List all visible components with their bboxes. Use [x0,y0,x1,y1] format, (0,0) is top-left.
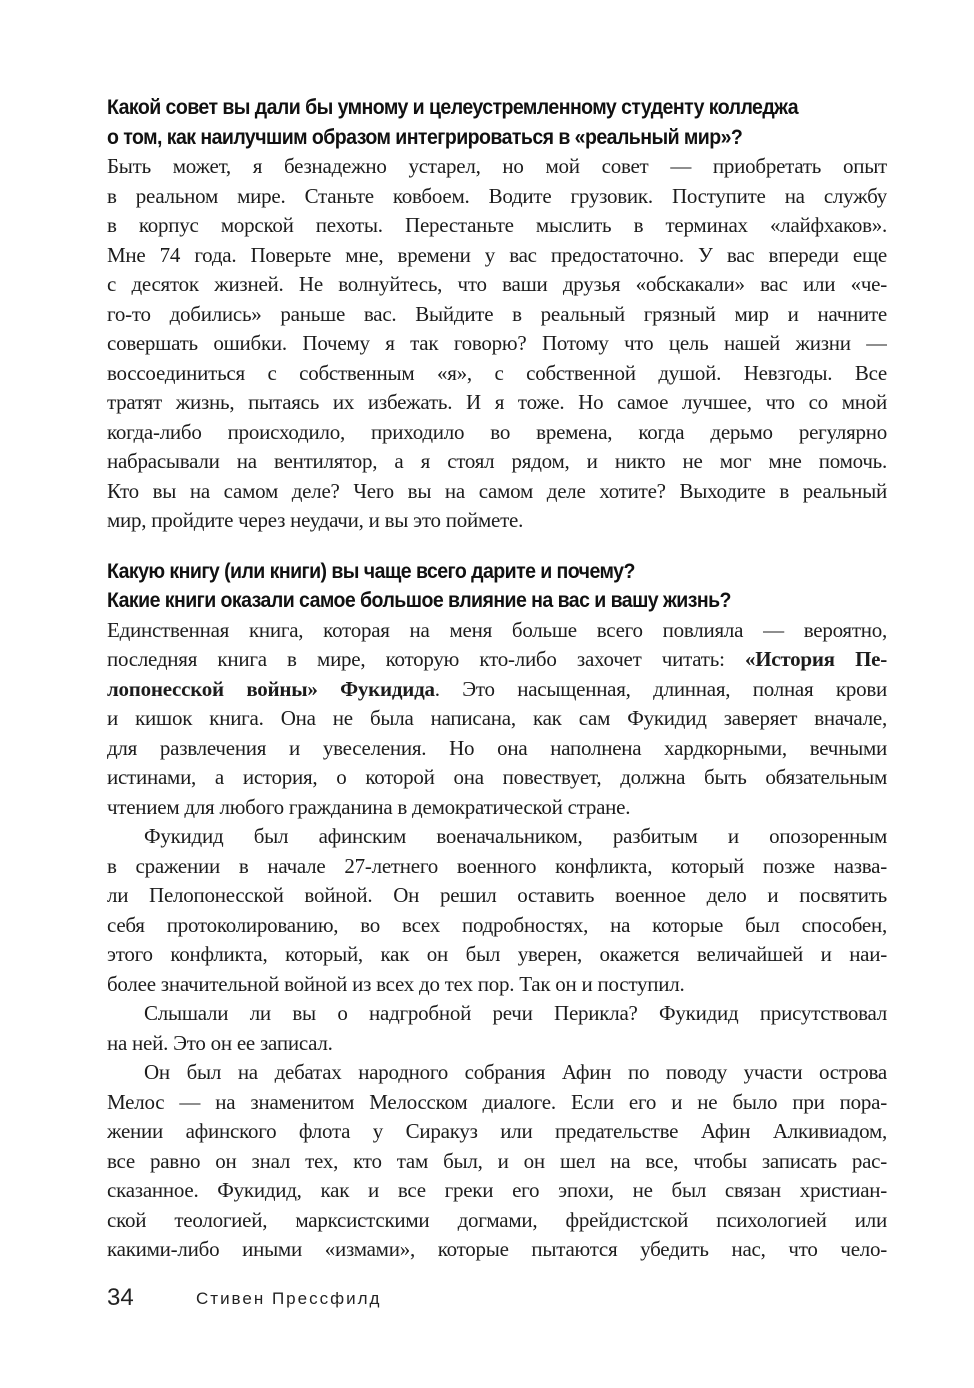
text-line: для развлечения и увеселения. Но она наполнена хардкорными, вечными [107,735,887,760]
page-footer [107,1283,607,1313]
question-heading-line: Какой совет вы дали бы умному и целеустремленному студенту колледжа [107,96,799,119]
text-line: истинами, а история, о которой она повествует, должна быть обязательным [107,765,887,789]
text-line: Кто вы на самом деле? Чего вы на самом деле хотите? Выходите в реальный [107,478,887,503]
answer-paragraph [107,1058,887,1265]
book-title-bold: «История Пе- [744,647,887,671]
text-run: последняя книга в мире, которую кто-либо захочет читать: [107,647,745,671]
text-line-with-book-title [107,675,887,705]
question-heading-line: о том, как наилучшим образом интегрироваться в «реальный мир»? [107,125,743,149]
text-line: когда-либо происходило, приходило во времена, когда дерьмо регулярно [107,419,887,444]
text-line: какими-либо иными «измами», которые пытаются убедить нас, что чело- [107,1237,887,1261]
answer-paragraph [107,616,887,823]
book-page-body [107,93,887,1265]
answer-paragraph [107,822,887,999]
text-line: себя протоколированию, во всех подробностях, на которые был способен, [107,912,887,937]
text-line: Мелос — на знаменитом Мелосском диалоге. Если его и не было при пора- [107,1089,887,1114]
text-line: ской теологией, марксистскими догмами, фрейдистской психологией или [107,1207,887,1232]
question-heading-line: Какую книгу (или книги) вы чаще всего дарите и почему? [107,559,635,583]
book-title-bold: лопонесской войны» Фукидида [107,676,435,701]
qa-section-books [107,557,887,1265]
text-line: в сражении в начале 27-летнего военного конфликта, который позже назва- [107,853,887,878]
text-line: все равно он знал тех, кто там был, и он шел на все, чтобы записать рас- [107,1148,887,1173]
text-line: Фукидид был афинским военачальником, разбитым и опозоренным [144,824,887,848]
text-line: мир, пройдите через неудачи, и вы это поймете. [107,508,524,532]
text-line: набрасывали на вентилятор, а я стоял рядом, и никто не мог мне помочь. [107,449,887,473]
text-line: этого конфликта, который, как он был уверен, окажется величайшей и наи- [107,942,887,966]
text-line: и кишок книга. Она не была написана, как сам Фукидид заверяет вначале, [107,706,887,730]
text-line: го-то добились» раньше вас. Выйдите в реальный грязный мир и начните [107,301,887,326]
question-heading-line: Какие книги оказали самое большое влияние на вас и вашу жизнь? [107,589,731,612]
answer-paragraph [107,999,887,1058]
text-line: более значительной войной из всех до тех пор. Так он и поступил. [107,971,685,996]
text-line: Он был на дебатах народного собрания Афин по поводу участи острова [144,1060,887,1084]
text-line: чтением для любого гражданина в демократической стране. [107,794,631,819]
text-line: сказанное. Фукидид, как и все греки его эпохи, не был связан христиан- [107,1178,887,1202]
text-line: в реальном мире. Станьте ковбоем. Водите грузовик. Поступите на службу [107,183,887,208]
running-footer-author: Стивен Прессфилд [196,1289,382,1308]
text-line: Единственная книга, которая на меня больше всего повлияла — вероятно, [107,617,887,642]
text-line-with-book-title [107,645,887,675]
qa-section-career-advice [107,93,887,536]
text-line: Мне 74 года. Поверьте мне, времени у вас предостаточно. У вас впереди еще [107,242,887,267]
text-run: . Это насыщенная, длинная, полная крови [434,676,887,701]
text-line: с десяток жизней. Не волнуйтесь, что ваши друзья «обскакали» вас или «че- [107,272,887,296]
text-line: воссоединиться с собственным «я», с собственной душой. Невзгоды. Все [107,360,887,385]
text-line: ли Пелопонесской войной. Он решил оставить военное дело и посвятить [107,883,887,907]
text-line: Слышали ли вы о надгробной речи Перикла? Фукидид присутствовал [144,1001,887,1025]
text-line: тратят жизнь, пытаясь их избежать. И я тоже. Но самое лучшее, что со мной [107,390,887,414]
page-number: 34 [107,1284,134,1311]
text-line: жении афинского флота у Сиракуз или предательстве Афин Алкивиадом, [107,1119,887,1143]
text-line: на ней. Это он ее записал. [107,1030,333,1055]
text-line: Быть может, я безнадежно устарел, но мой совет — приобретать опыт [107,154,887,178]
text-line: в корпус морской пехоты. Перестаньте мыслить в терминах «лайфхаков». [107,213,887,237]
answer-paragraph [107,152,887,536]
text-line: совершать ошибки. Почему я так говорю? Потому что цель нашей жизни — [107,331,887,355]
